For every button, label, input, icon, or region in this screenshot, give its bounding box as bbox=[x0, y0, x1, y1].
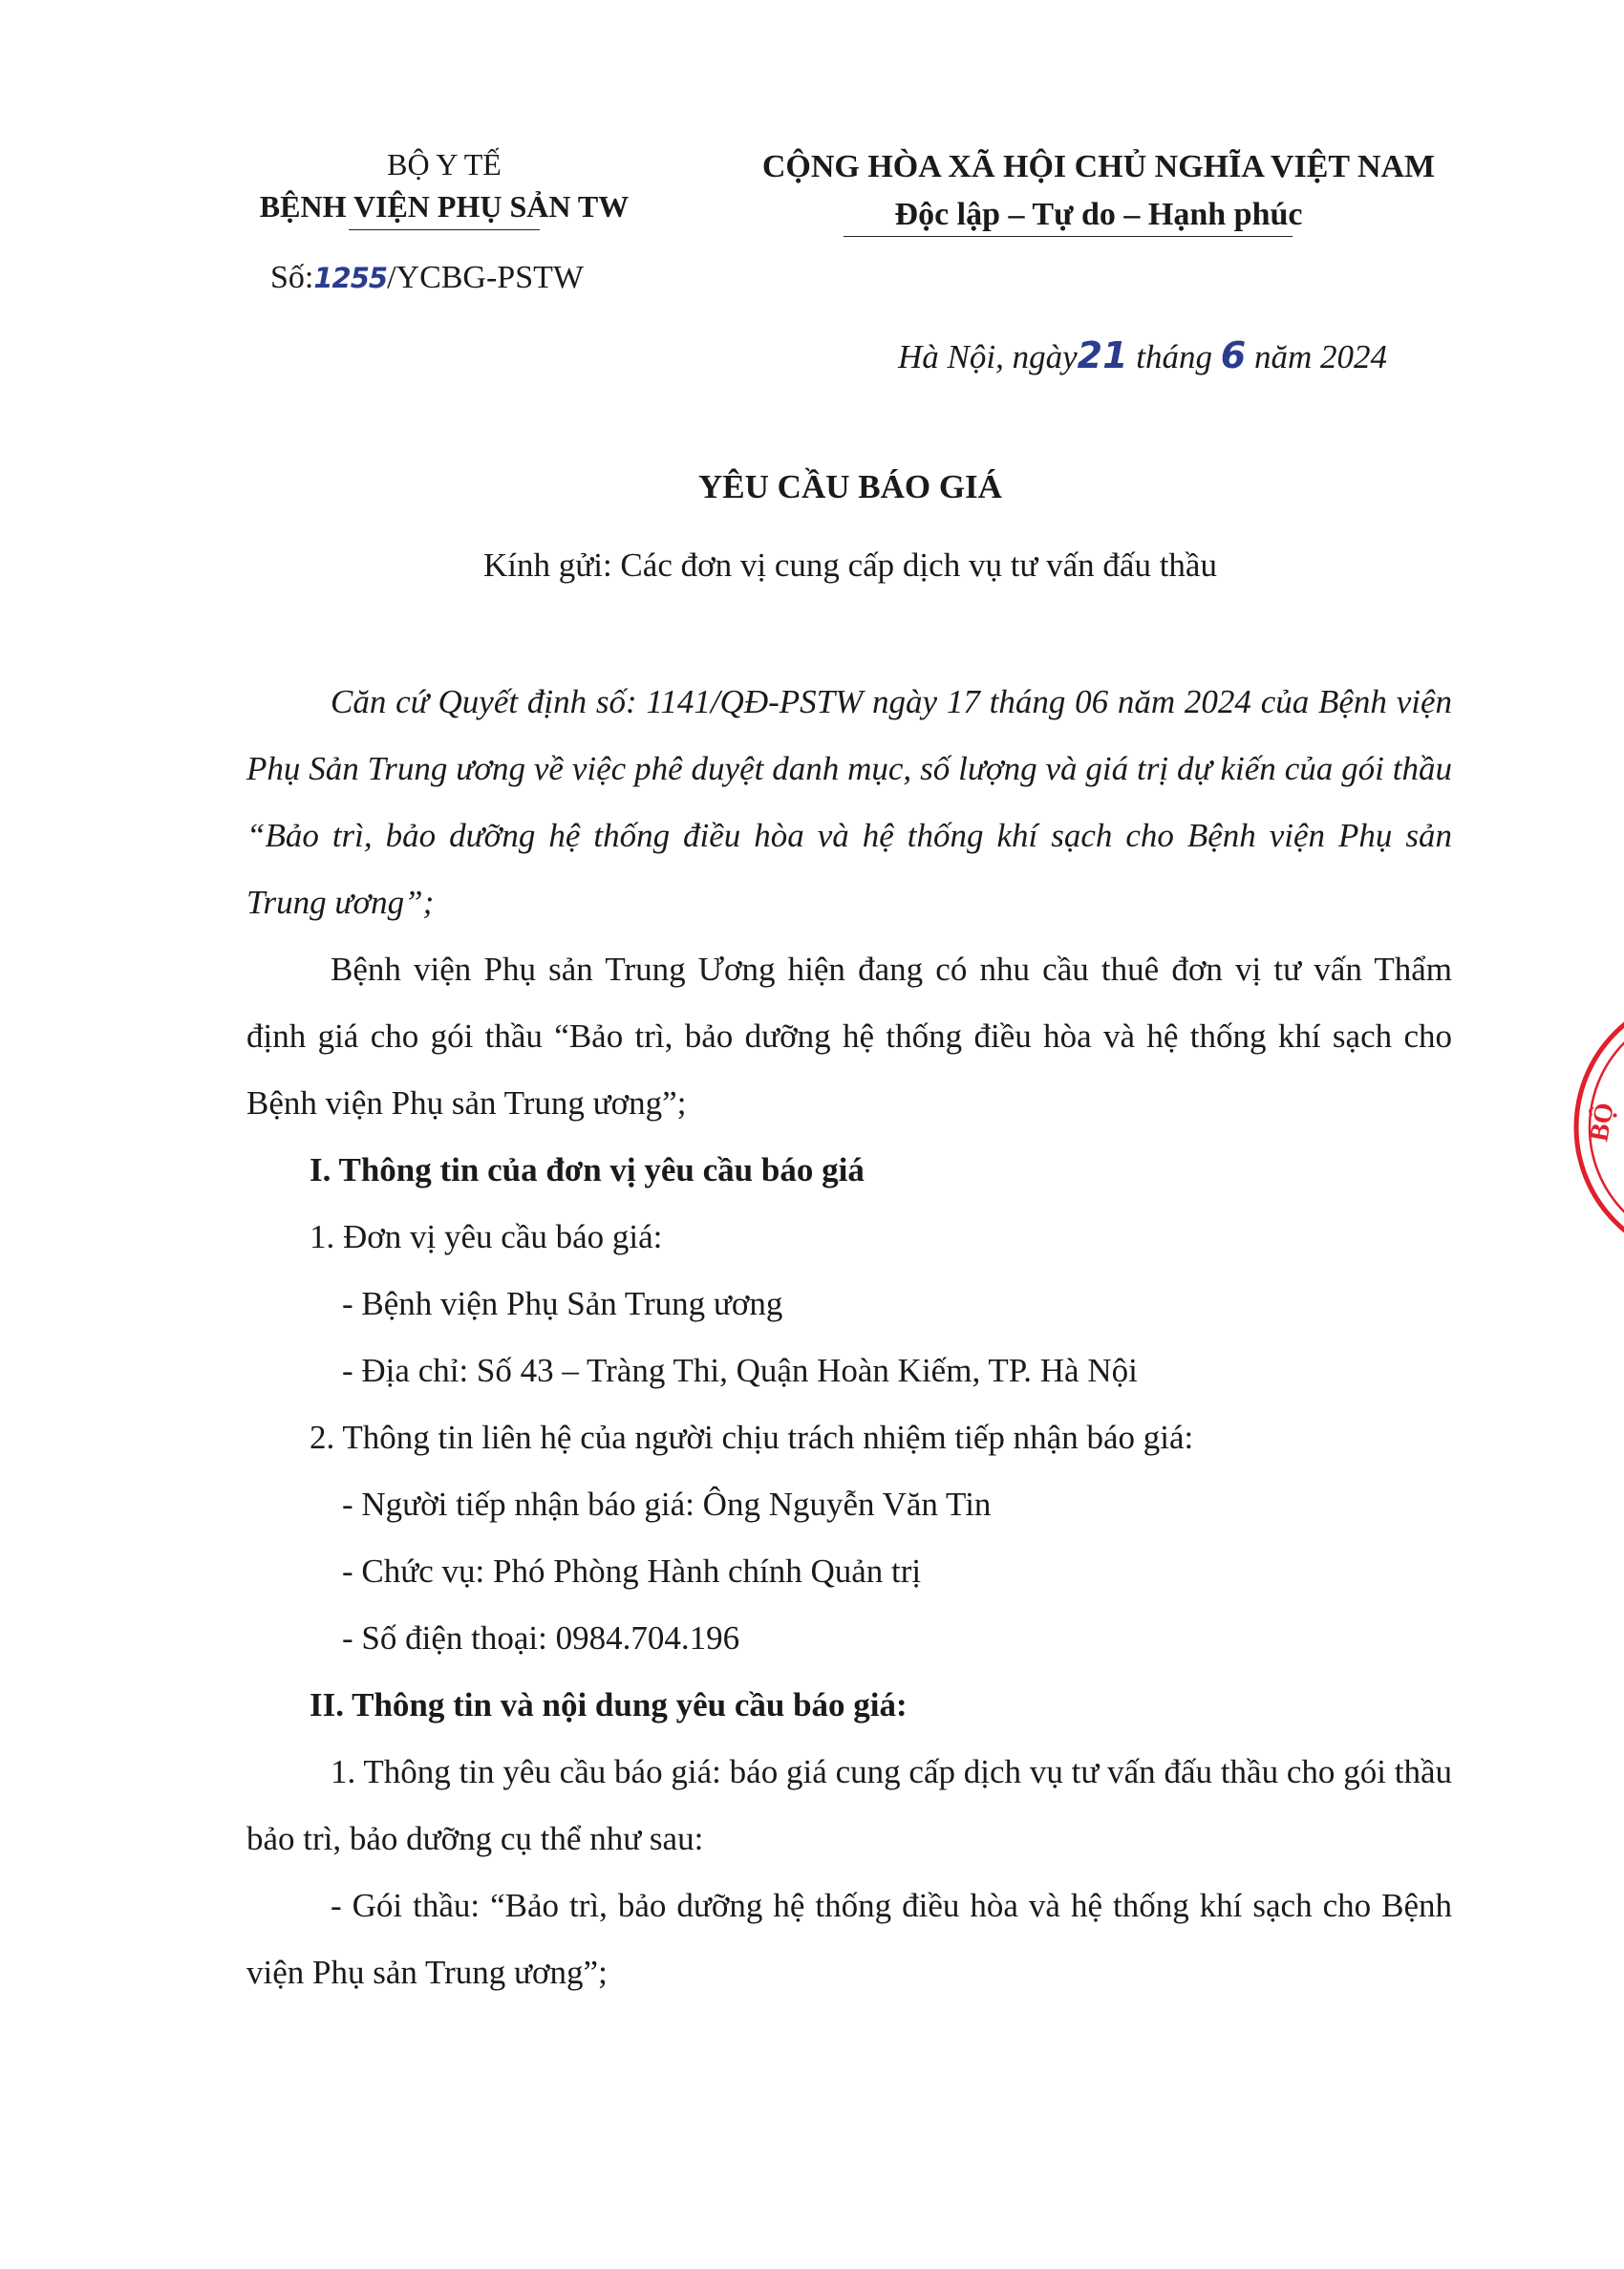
document-number bbox=[270, 260, 584, 296]
month-handwritten: 6 bbox=[1220, 334, 1247, 376]
recipient: Kính gửi: Các đơn vị cung cấp dịch vụ tư vấn đấu thầu bbox=[483, 546, 1217, 584]
organization-name: BỆNH VIỆN PHỤ SẢN TW bbox=[259, 189, 630, 224]
doc-no-suffix: /YCBG-PSTW bbox=[387, 260, 584, 295]
day-handwritten: 21 bbox=[1077, 334, 1128, 376]
unit-name: - Bệnh viện Phụ Sản Trung ương bbox=[342, 1285, 783, 1322]
receiver-position: - Chức vụ: Phó Phòng Hành chính Quản trị bbox=[342, 1552, 922, 1590]
need-paragraph: Bệnh viện Phụ sản Trung Ương hiện đang có nhu cầu thuê đơn vị tư vấn Thẩm định giá cho gói thầu “Bảo trì, bảo dưỡng hệ thống điều hòa và hệ thống khí sạch cho Bệnh viện Phụ sản Trung ương”; bbox=[246, 951, 1452, 1122]
national-title: CỘNG HÒA XÃ HỘI CHỦ NGHĨA VIỆT NAM bbox=[761, 149, 1436, 184]
motto-underline bbox=[844, 236, 1293, 237]
header-left bbox=[220, 143, 669, 227]
receiver-name: - Người tiếp nhận báo giá: Ông Nguyễn Văn Tin bbox=[342, 1486, 992, 1523]
package-line: - Gói thầu: “Bảo trì, bảo dưỡng hệ thống điều hòa và hệ thống khí sạch cho Bệnh viện Phụ sản Trung ương”; bbox=[246, 1887, 1452, 1991]
section1-item2: 2. Thông tin liên hệ của người chịu trách nhiệm tiếp nhận báo giá: bbox=[310, 1419, 1194, 1456]
header-right bbox=[669, 143, 1528, 239]
red-stamp-icon bbox=[1528, 984, 1624, 1271]
date-prefix: Hà Nội, ngày bbox=[898, 338, 1078, 375]
section2-item1: 1. Thông tin yêu cầu báo giá: báo giá cung cấp dịch vụ tư vấn đấu thầu cho gói thầu bảo trì, bảo dưỡng cụ thể như sau: bbox=[246, 1753, 1452, 1857]
doc-no-prefix: Số: bbox=[270, 260, 314, 295]
document-title: YÊU CẦU BÁO GIÁ bbox=[698, 468, 1002, 505]
document-body bbox=[246, 669, 1452, 2006]
date-line bbox=[898, 334, 1387, 376]
ministry-name: BỘ Y TẾ bbox=[387, 147, 502, 182]
section2-heading: II. Thông tin và nội dung yêu cầu báo giá: bbox=[310, 1686, 908, 1723]
month-label: tháng bbox=[1136, 338, 1213, 375]
org-underline bbox=[349, 229, 540, 230]
year-text: năm 2024 bbox=[1253, 338, 1387, 375]
doc-no-handwritten: 1255 bbox=[313, 262, 388, 294]
motto: Độc lập – Tự do – Hạnh phúc bbox=[894, 197, 1303, 232]
section1-item1: 1. Đơn vị yêu cầu báo giá: bbox=[310, 1218, 663, 1255]
unit-address: - Địa chỉ: Số 43 – Tràng Thi, Quận Hoàn Kiếm, TP. Hà Nội bbox=[342, 1352, 1138, 1389]
receiver-phone: - Số điện thoại: 0984.704.196 bbox=[342, 1619, 740, 1657]
section1-heading: I. Thông tin của đơn vị yêu cầu báo giá bbox=[310, 1151, 865, 1188]
basis-paragraph: Căn cứ Quyết định số: 1141/QĐ-PSTW ngày 17 tháng 06 năm 2024 của Bệnh viện Phụ Sản Trung ương về việc phê duyệt danh mục, số lượng và giá trị dự kiến của gói thầu “Bảo trì, bảo dưỡng hệ thống điều hòa và hệ thống khí sạch cho Bệnh viện Phụ sản Trung ương”; bbox=[246, 683, 1452, 921]
stamp-text: BỘ bbox=[1584, 1100, 1620, 1145]
